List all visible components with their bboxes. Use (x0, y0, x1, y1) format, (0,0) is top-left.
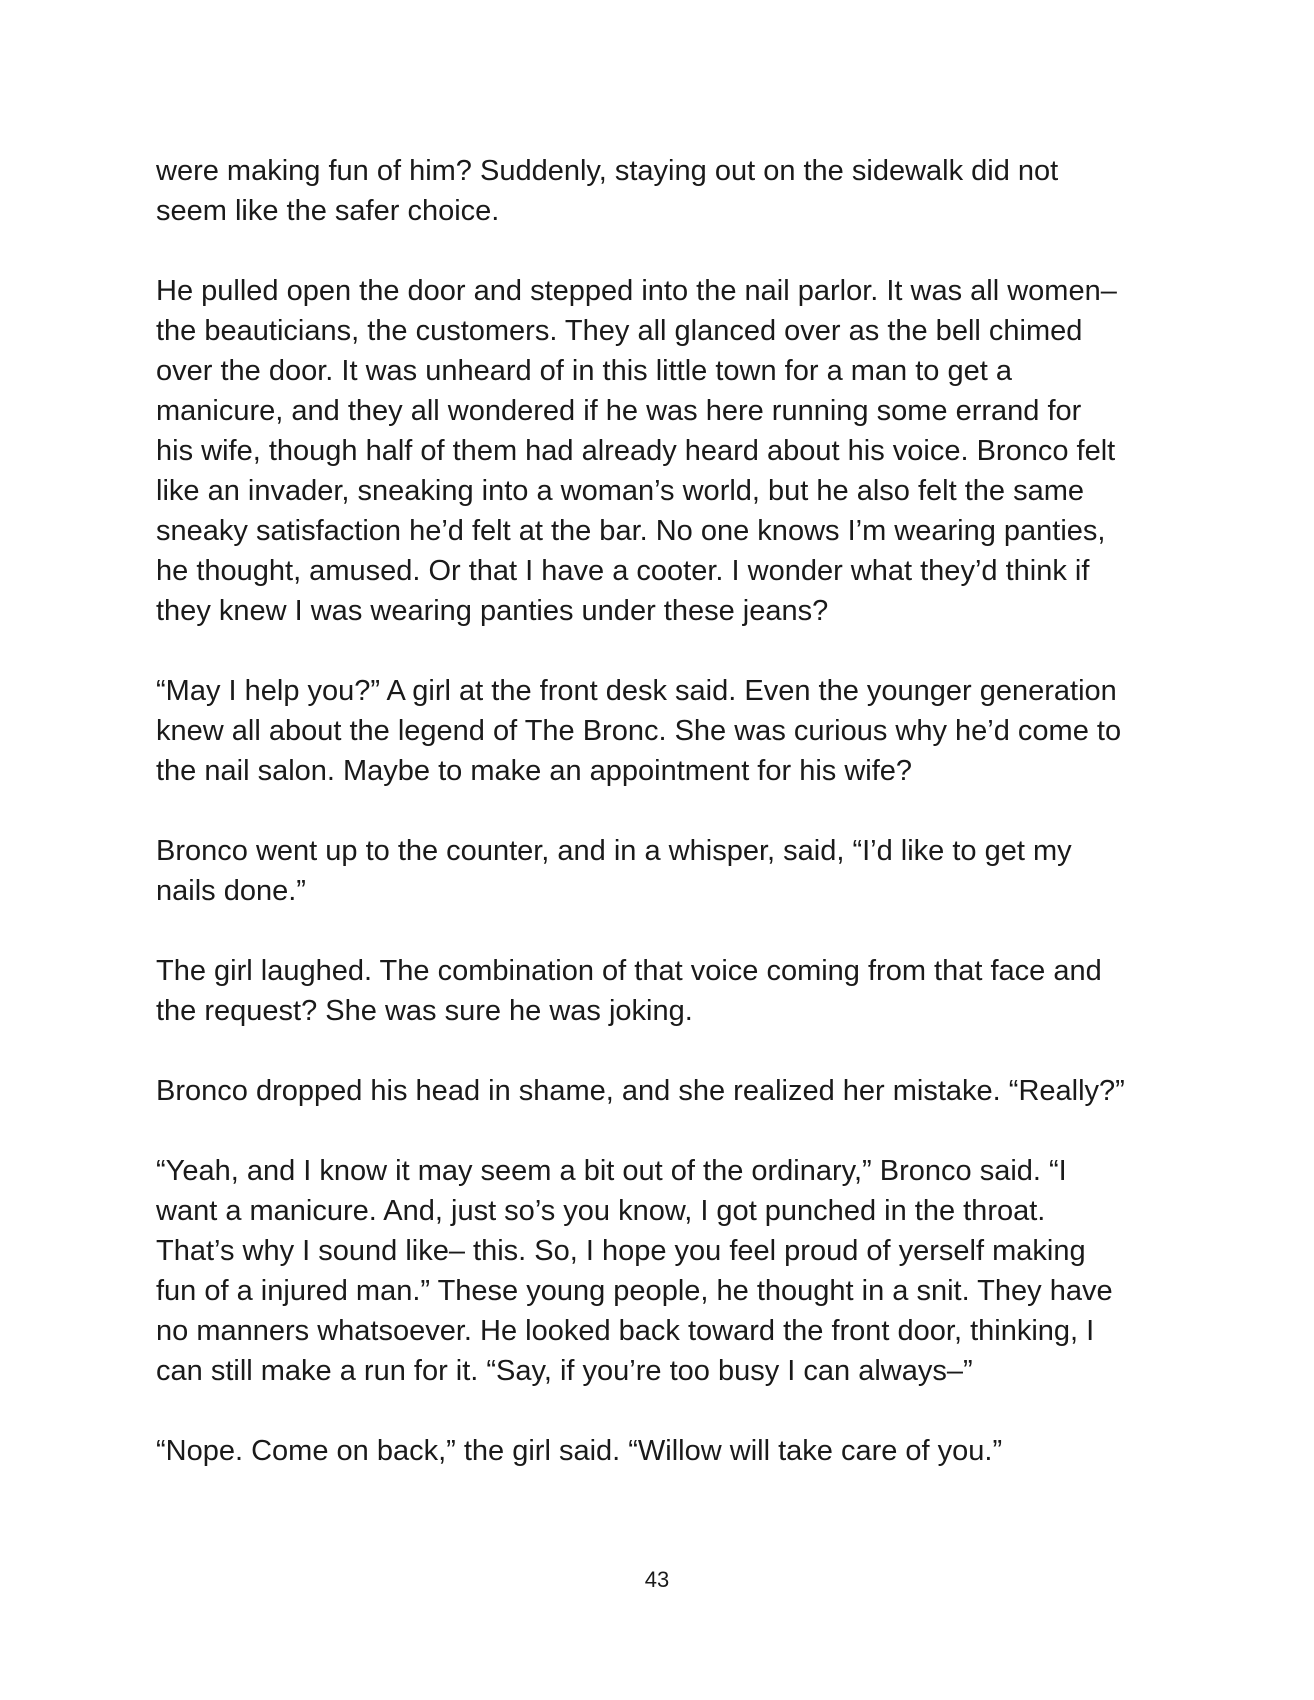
paragraph: Bronco dropped his head in shame, and she realized her mistake. “Really?” (156, 1075, 1125, 1107)
body-text (156, 151, 1196, 1511)
paragraph: “May I help you?” A girl at the front desk said. Even the younger generation knew all about the legend of The Bronc. She was curious why he’d come to the nail salon. Maybe to make an appointment for his wife? (156, 675, 1122, 787)
paragraph: “Nope. Come on back,” the girl said. “Willow will take care of you.” (156, 1435, 1003, 1467)
page-number: 43 (644, 1567, 670, 1592)
paragraph: He pulled open the door and stepped into the nail parlor. It was all women– the beauticians, the customers. They all glanced over as the bell chimed over the door. It was unheard of in this little town for a man to get a manicure, and they all wondered if he was here running some errand for his wife, though half of them had already heard about his voice. Bronco felt like an invader, sneaking into a woman’s world, but he also felt the same sneaky satisfaction he’d felt at the bar. No one knows I’m wearing panties, he thought, amused. Or that I have a cooter. I wonder what they’d think if they knew I was wearing panties under these jeans? (156, 275, 1117, 627)
paragraph: were making fun of him? Suddenly, staying out on the sidewalk did not seem like the safer choice. (156, 155, 1059, 227)
paragraph: Bronco went up to the counter, and in a whisper, said, “I’d like to get my nails done.” (156, 835, 1072, 907)
paragraph: The girl laughed. The combination of that voice coming from that face and the request? She was sure he was joking. (156, 955, 1102, 1027)
paragraph: “Yeah, and I know it may seem a bit out of the ordinary,” Bronco said. “I want a manicure. And, just so’s you know, I got punched in the throat. That’s why I sound like– this. So, I hope you feel proud of yerself making fun of a injured man.” These young people, he thought in a snit. They have no manners whatsoever. He looked back toward the front door, thinking, I can still make a run for it. “Say, if you’re too busy I can always–” (156, 1155, 1113, 1387)
